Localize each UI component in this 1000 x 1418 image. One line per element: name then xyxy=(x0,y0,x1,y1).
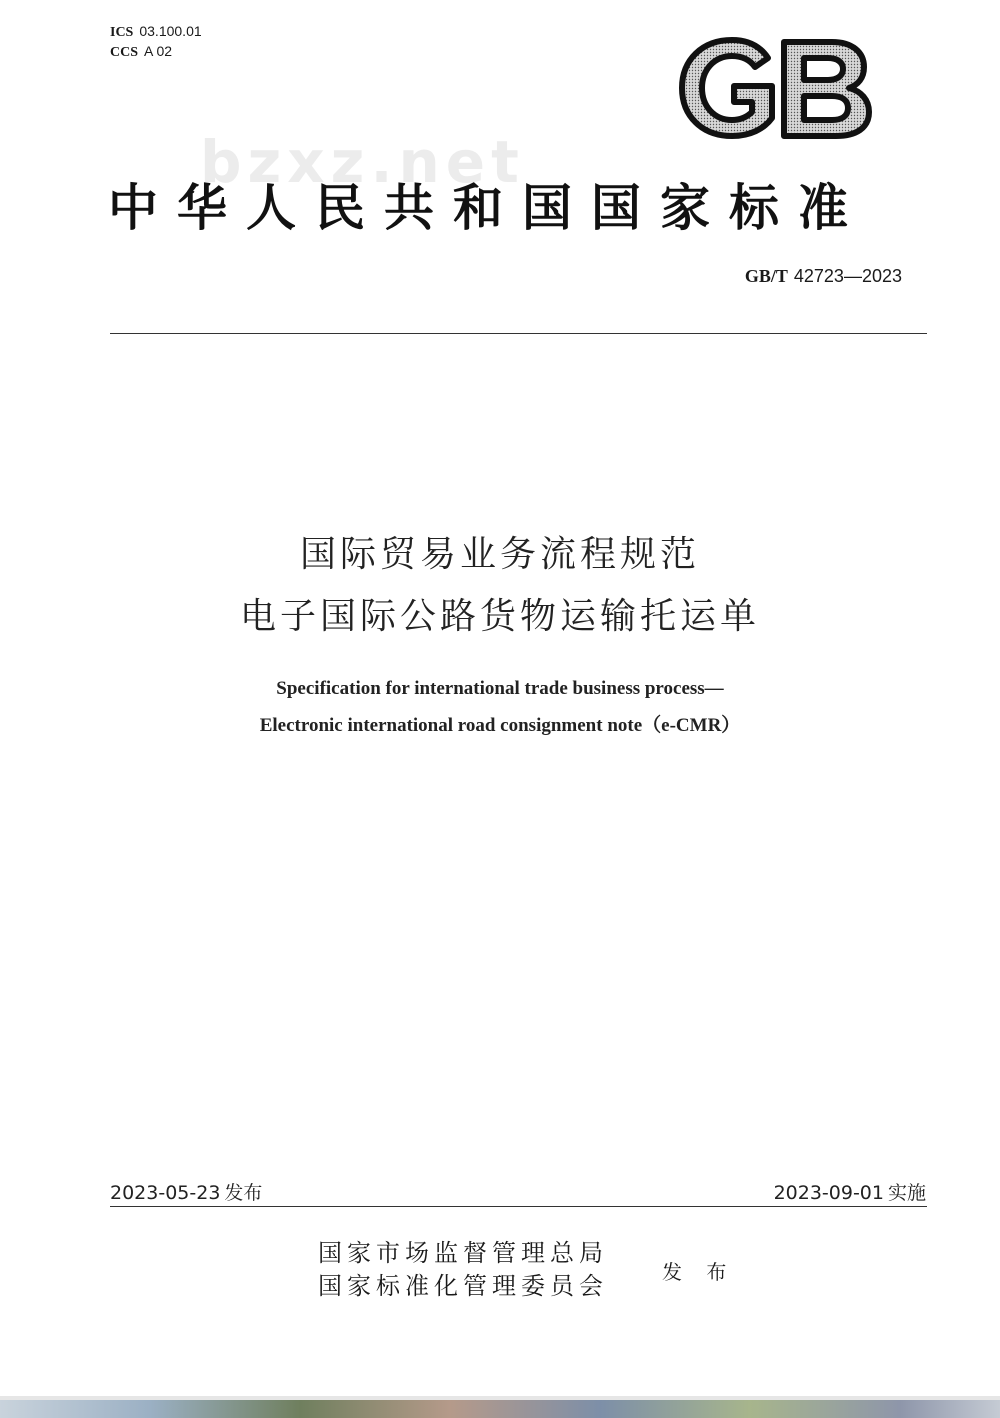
page-edge xyxy=(0,1396,1000,1400)
title-en-line2: Electronic international road consignment note（e-CMR） xyxy=(259,715,741,736)
title-en-line1: Specification for international trade business process— xyxy=(276,678,724,699)
issue-date-value: 2023-05-23 xyxy=(110,1182,221,1204)
national-standard-heading: 中华人民共和国国家标准 xyxy=(108,178,867,237)
standard-number xyxy=(745,266,902,287)
standard-number-prefix: GB/T xyxy=(744,266,788,286)
ics-code xyxy=(110,22,202,42)
standard-number-value: 42723—2023 xyxy=(793,266,902,286)
title-cn-line2: 电子国际公路货物运输托运单 xyxy=(239,596,760,637)
ccs-code xyxy=(110,42,202,62)
watermark-text: bzxz.net xyxy=(200,128,525,196)
issuing-organizations xyxy=(318,1237,608,1303)
issuer-sac: 国家标准化管理委员会 xyxy=(318,1272,608,1300)
implementation-date-value: 2023-09-01 xyxy=(773,1182,884,1204)
ccs-value: A 02 xyxy=(144,43,173,59)
background-image-strip xyxy=(0,1396,1000,1418)
publish-label: 发 布 xyxy=(662,1260,736,1284)
issue-date-label: 发布 xyxy=(224,1182,263,1204)
ics-label: ICS xyxy=(110,25,134,40)
bottom-divider xyxy=(110,1206,927,1207)
title-cn-line1: 国际贸易业务流程规范 xyxy=(299,534,700,575)
issuer-samr: 国家市场监督管理总局 xyxy=(318,1239,608,1267)
top-divider xyxy=(110,333,927,334)
implementation-date xyxy=(774,1178,926,1205)
gb-logo-graphic xyxy=(676,36,874,140)
gb-logo xyxy=(676,36,874,140)
issue-date xyxy=(110,1178,262,1205)
classification-codes xyxy=(110,22,202,62)
ics-value: 03.100.01 xyxy=(139,23,202,39)
implementation-date-label: 实施 xyxy=(887,1182,926,1204)
ccs-label: CCS xyxy=(110,45,139,60)
